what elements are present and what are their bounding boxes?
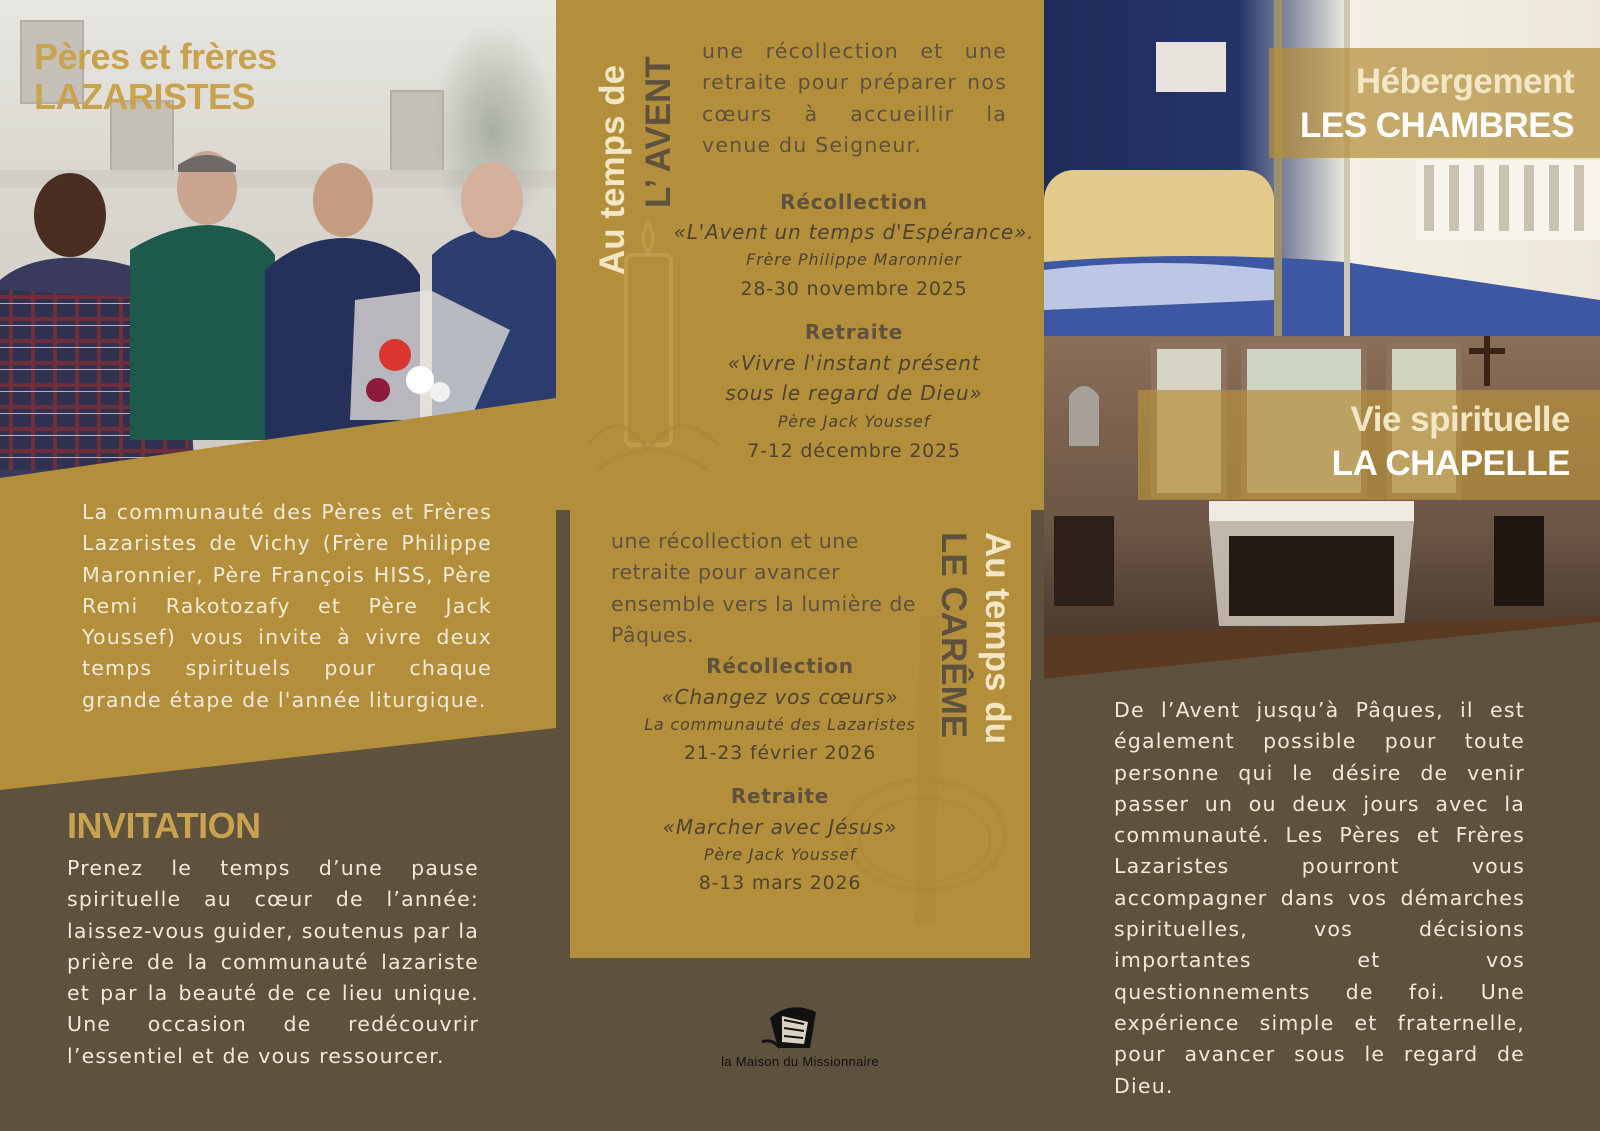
event-dates: 21-23 février 2026 xyxy=(683,742,877,764)
careme-event-retraite xyxy=(620,780,940,898)
event-type: Récollection xyxy=(706,654,854,678)
event-leader: Père Jack Youssef xyxy=(777,412,931,431)
banner-chapelle-line1: Vie spirituelle xyxy=(1350,400,1570,439)
avent-intro: une récollection et une retraite pour préparer nos cœurs à accueillir la venue du Seigneur. xyxy=(702,39,1007,157)
invitation-heading: INVITATION xyxy=(67,805,261,846)
event-leader: Père Jack Youssef xyxy=(703,845,857,864)
avent-event-recollection xyxy=(664,186,1044,304)
careme-intro: une récollection et une retraite pour avancer ensemble vers la lumière de Pâques. xyxy=(611,529,917,647)
invitation-text: Prenez le temps d’une pause spirituelle au cœur de l’année: laissez-vous guider, soutenus par la prière de la communauté lazariste et par la beauté de ce lieu unique. Une occasion de redécouvrir l’essentiel et de vous ressourcer. xyxy=(67,856,479,1068)
banner-chapelle xyxy=(1138,390,1600,500)
banner-chambres xyxy=(1269,48,1600,158)
left-title-line1: Pères et frères xyxy=(34,36,277,77)
event-leader: Frère Philippe Maronnier xyxy=(746,250,962,269)
event-title: «L'Avent un temps d'Espérance». xyxy=(673,220,1035,244)
banner-chapelle-line2: LA CHAPELLE xyxy=(1331,444,1570,483)
careme-vertical-line1: Au temps du xyxy=(978,532,1017,744)
careme-event-recollection xyxy=(620,650,940,768)
banner-chambres-line2: LES CHAMBRES xyxy=(1299,106,1574,145)
event-dates: 8-13 mars 2026 xyxy=(698,872,862,894)
banner-chambres-line1: Hébergement xyxy=(1355,62,1574,101)
event-type: Retraite xyxy=(730,784,830,808)
event-dates: 28-30 novembre 2025 xyxy=(740,278,968,300)
event-title: «Changez vos cœurs» xyxy=(661,685,899,709)
event-type: Retraite xyxy=(804,320,904,344)
community-text: La communauté des Pères et Frères Lazaristes de Vichy (Frère Philippe Maronnier, Père François HISS, Père Remi Rakotozafy et Père Jack Youssef) vous invite à vivre deux temps spirituels pour chaque grande étape de l'année liturgique. xyxy=(82,500,492,712)
logo-text: la Maison du Missionnaire xyxy=(721,1054,879,1069)
right-body-text: De l’Avent jusqu’à Pâques, il est également possible pour toute personne qui le désire de venir passer un ou deux jours avec la communauté. Les Pères et Frères Lazaristes pourront vous accompagner dans vos démarches spirituelles, vos décisions importantes et vos questionnements de foi. Une expérience simple et fraternelle, pour avancer sous le regard de Dieu. xyxy=(1114,698,1525,1098)
left-title-line2: LAZARISTES xyxy=(34,76,256,117)
event-title: «Marcher avec Jésus» xyxy=(662,815,898,839)
avent-event-retraite xyxy=(664,316,1044,466)
event-leader: La communauté des Lazaristes xyxy=(644,715,916,734)
event-title: «Vivre l'instant présent sous le regard de Dieu» xyxy=(725,351,983,405)
avent-vertical-line2: L’ AVENT xyxy=(639,56,678,208)
event-type: Récollection xyxy=(780,190,928,214)
person-2 xyxy=(130,151,275,440)
event-dates: 7-12 décembre 2025 xyxy=(747,440,961,462)
avent-vertical-line1: Au temps de xyxy=(593,64,632,275)
lantern-logo-icon xyxy=(760,998,826,1054)
careme-vertical-line2: LE CARÊME xyxy=(934,532,973,739)
